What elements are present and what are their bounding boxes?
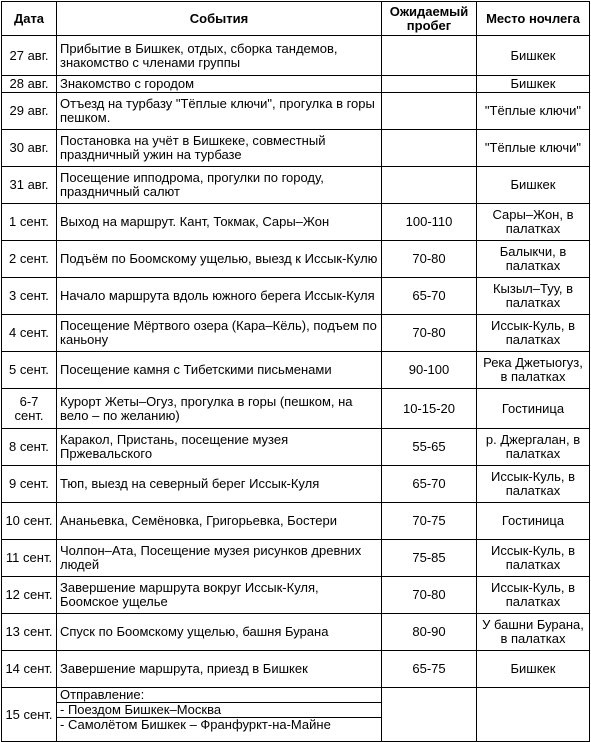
date-cell: 9 сент. bbox=[2, 466, 57, 503]
distance-cell: 70-80 bbox=[382, 241, 477, 278]
stay-cell: Балыкчи, в палатках bbox=[477, 241, 590, 278]
stay-cell: Кызыл–Туу, в палатках bbox=[477, 278, 590, 315]
date-cell: 30 авг. bbox=[2, 130, 57, 167]
table-row bbox=[2, 466, 590, 503]
date-cell: 29 авг. bbox=[2, 93, 57, 130]
date-cell: 27 авг. bbox=[2, 36, 57, 76]
event-cell: Посещение камня с Тибетскими письменами bbox=[57, 352, 382, 389]
header-events: События bbox=[57, 2, 382, 36]
distance-cell: 100-110 bbox=[382, 204, 477, 241]
table-row-departure bbox=[2, 688, 590, 742]
stay-cell: Бишкек bbox=[477, 36, 590, 76]
stay-cell: Бишкек bbox=[477, 76, 590, 93]
date-cell: 28 авг. bbox=[2, 76, 57, 93]
table-row bbox=[2, 167, 590, 204]
date-cell: 1 сент. bbox=[2, 204, 57, 241]
distance-cell bbox=[382, 36, 477, 76]
date-cell: 4 сент. bbox=[2, 315, 57, 352]
event-cell: Отъезд на турбазу "Тёплые ключи", прогулка в горы пешком. bbox=[57, 93, 382, 130]
stay-cell: Иссык-Куль, в палатках bbox=[477, 577, 590, 614]
event-cell: Каракол, Пристань, посещение музея Пржевальского bbox=[57, 429, 382, 466]
event-cell: Тюп, выезд на северный берег Иссык-Куля bbox=[57, 466, 382, 503]
event-cell: Постановка на учёт в Бишкеке, совместный праздничный ужин на турбазе bbox=[57, 130, 382, 167]
date-cell: 14 сент. bbox=[2, 651, 57, 688]
distance-cell bbox=[382, 130, 477, 167]
header-distance: Ожидаемый пробег bbox=[382, 2, 477, 36]
table-row bbox=[2, 241, 590, 278]
date-cell: 31 авг. bbox=[2, 167, 57, 204]
stay-cell: Бишкек bbox=[477, 167, 590, 204]
date-cell: 6-7 сент. bbox=[2, 389, 57, 429]
date-cell: 11 сент. bbox=[2, 540, 57, 577]
distance-cell bbox=[382, 93, 477, 130]
stay-cell: Иссык-Куль, в палатках bbox=[477, 315, 590, 352]
distance-cell: 75-85 bbox=[382, 540, 477, 577]
distance-cell: 90-100 bbox=[382, 352, 477, 389]
distance-cell: 80-90 bbox=[382, 614, 477, 651]
distance-cell: 10-15-20 bbox=[382, 389, 477, 429]
event-cell: Подъём по Боомскому ущелью, выезд к Иссык-Кулю bbox=[57, 241, 382, 278]
table-row bbox=[2, 540, 590, 577]
table-row bbox=[2, 352, 590, 389]
distance-cell: 65-70 bbox=[382, 278, 477, 315]
event-cell: Выход на маршрут. Кант, Токмак, Сары–Жон bbox=[57, 204, 382, 241]
date-cell: 13 сент. bbox=[2, 614, 57, 651]
table-row bbox=[2, 36, 590, 76]
table-row bbox=[2, 130, 590, 167]
distance-cell bbox=[382, 76, 477, 93]
distance-cell bbox=[382, 167, 477, 204]
event-cell: Посещение ипподрома, прогулки по городу, праздничный салют bbox=[57, 167, 382, 204]
event-cell: Посещение Мёртвого озера (Кара–Кёль), подъем по каньону bbox=[57, 315, 382, 352]
distance-cell: 65-75 bbox=[382, 651, 477, 688]
event-cell: Знакомство с городом bbox=[57, 76, 382, 93]
table-row bbox=[2, 614, 590, 651]
event-cell: Курорт Жеты–Огуз, прогулка в горы (пешком, на вело – по желанию) bbox=[57, 389, 382, 429]
table-row bbox=[2, 204, 590, 241]
event-cell-departure bbox=[57, 688, 382, 742]
header-stay: Место ночлега bbox=[477, 2, 590, 36]
stay-cell: Иссык-Куль, в палатках bbox=[477, 540, 590, 577]
table-row bbox=[2, 577, 590, 614]
table-row bbox=[2, 503, 590, 540]
date-cell: 2 сент. bbox=[2, 241, 57, 278]
table-row bbox=[2, 315, 590, 352]
event-cell: Чолпон–Ата, Посещение музея рисунков древних людей bbox=[57, 540, 382, 577]
departure-line: - Самолётом Бишкек – Франфуркт-на-Майне bbox=[57, 717, 381, 732]
stay-cell: Река Джетыогуз, в палатках bbox=[477, 352, 590, 389]
date-cell: 10 сент. bbox=[2, 503, 57, 540]
distance-cell: 70-80 bbox=[382, 315, 477, 352]
distance-cell bbox=[382, 688, 477, 742]
departure-line: - Поездом Бишкек–Москва bbox=[57, 702, 381, 717]
stay-cell: р. Джергалан, в палатках bbox=[477, 429, 590, 466]
event-cell: Завершение маршрута вокруг Иссык-Куля, Боомское ущелье bbox=[57, 577, 382, 614]
stay-cell: Гостиница bbox=[477, 503, 590, 540]
date-cell: 5 сент. bbox=[2, 352, 57, 389]
event-cell: Завершение маршрута, приезд в Бишкек bbox=[57, 651, 382, 688]
stay-cell: Бишкек bbox=[477, 651, 590, 688]
stay-cell: "Тёплые ключи" bbox=[477, 130, 590, 167]
date-cell: 15 сент. bbox=[2, 688, 57, 742]
table-row bbox=[2, 278, 590, 315]
table-row bbox=[2, 76, 590, 93]
distance-cell: 70-80 bbox=[382, 577, 477, 614]
table-row bbox=[2, 429, 590, 466]
stay-cell bbox=[477, 688, 590, 742]
distance-cell: 55-65 bbox=[382, 429, 477, 466]
distance-cell: 70-75 bbox=[382, 503, 477, 540]
table-row bbox=[2, 389, 590, 429]
event-cell: Прибытие в Бишкек, отдых, сборка тандемов, знакомство с членами группы bbox=[57, 36, 382, 76]
event-cell: Начало маршрута вдоль южного берега Иссык-Куля bbox=[57, 278, 382, 315]
event-cell: Ананьевка, Семёновка, Григорьевка, Бостери bbox=[57, 503, 382, 540]
distance-cell: 65-70 bbox=[382, 466, 477, 503]
event-cell: Спуск по Боомскому ущелью, башня Бурана bbox=[57, 614, 382, 651]
stay-cell: Гостиница bbox=[477, 389, 590, 429]
date-cell: 3 сент. bbox=[2, 278, 57, 315]
stay-cell: "Тёплые ключи" bbox=[477, 93, 590, 130]
itinerary-table bbox=[1, 1, 590, 742]
table-row bbox=[2, 651, 590, 688]
stay-cell: Иссык-Куль, в палатках bbox=[477, 466, 590, 503]
stay-cell: Сары–Жон, в палатках bbox=[477, 204, 590, 241]
date-cell: 8 сент. bbox=[2, 429, 57, 466]
departure-line: Отправление: bbox=[60, 687, 145, 702]
header-row bbox=[2, 2, 590, 36]
header-date: Дата bbox=[2, 2, 57, 36]
date-cell: 12 сент. bbox=[2, 577, 57, 614]
table-row bbox=[2, 93, 590, 130]
stay-cell: У башни Бурана, в палатках bbox=[477, 614, 590, 651]
